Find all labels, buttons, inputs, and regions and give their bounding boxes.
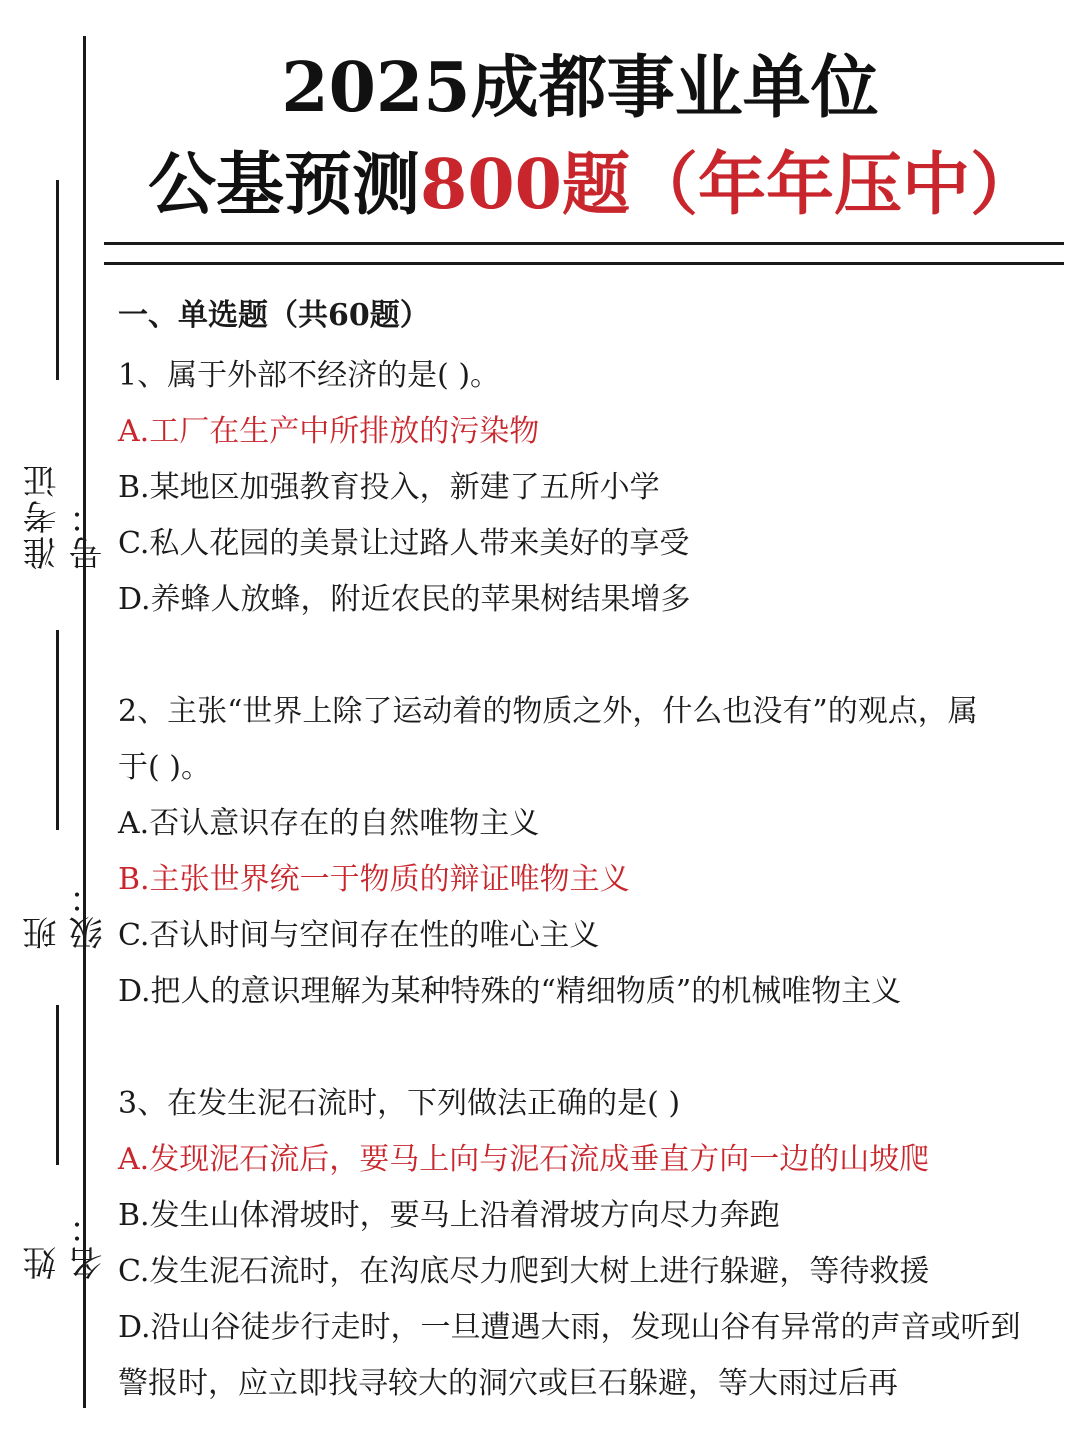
class-label: 班级： xyxy=(23,878,109,950)
title-red-text: 800题（年年压中） xyxy=(420,145,1038,225)
question-3-option-c: C.发生泥石流时，在沟底尽力爬到大树上进行躲避，等待救援 xyxy=(118,1254,930,1289)
question-1-option-d: D.养蜂人放蜂，附近农民的苹果树结果增多 xyxy=(118,582,691,617)
name-blank-line xyxy=(56,1005,59,1165)
title-black-text: 公基预测 xyxy=(148,145,421,225)
exam-id-blank-line xyxy=(56,180,59,380)
section-heading: 一、单选题（共60题） xyxy=(118,298,430,333)
question-1-stem: 1、属于外部不经济的是( )。 xyxy=(118,358,501,393)
name-label: 姓名： xyxy=(23,1208,109,1280)
question-2-option-d: D.把人的意识理解为某种特殊的“精细物质”的机械唯物主义 xyxy=(118,974,902,1009)
question-3-option-d: D.沿山谷徒步行走时，一旦遭遇大雨，发现山谷有异常的声音或听到 xyxy=(118,1310,1021,1345)
class-blank-line xyxy=(56,630,59,830)
question-3-stem: 3、在发生泥石流时，下列做法正确的是( ) xyxy=(118,1086,681,1121)
title-rule-bottom xyxy=(104,262,1064,265)
question-1-option-a: A.工厂在生产中所排放的污染物 xyxy=(118,414,540,449)
title-rule-top xyxy=(104,242,1064,245)
question-3-option-d-cont: 警报时，应立即找寻较大的洞穴或巨石躲避，等大雨过后再 xyxy=(118,1366,898,1401)
binding-margin-line xyxy=(83,36,86,1408)
exam-id-label: 准考证号： xyxy=(23,462,109,570)
page-title-line1: 2025成都事业单位 xyxy=(281,48,879,128)
question-1-option-b: B.某地区加强教育投入，新建了五所小学 xyxy=(118,470,660,505)
question-2-option-b: B.主张世界统一于物质的辩证唯物主义 xyxy=(118,862,630,897)
question-1-option-c: C.私人花园的美景让过路人带来美好的享受 xyxy=(118,526,690,561)
question-2-stem-cont: 于( )。 xyxy=(118,750,211,785)
question-3-option-b: B.发生山体滑坡时，要马上沿着滑坡方向尽力奔跑 xyxy=(118,1198,780,1233)
page-title-line2 xyxy=(148,145,1038,225)
question-2-option-a: A.否认意识存在的自然唯物主义 xyxy=(118,806,540,841)
question-2-stem: 2、主张“世界上除了运动着的物质之外，什么也没有”的观点，属 xyxy=(118,694,978,729)
question-2-option-c: C.否认时间与空间存在性的唯心主义 xyxy=(118,918,600,953)
question-3-option-a: A.发现泥石流后，要马上向与泥石流成垂直方向一边的山坡爬 xyxy=(118,1142,930,1177)
